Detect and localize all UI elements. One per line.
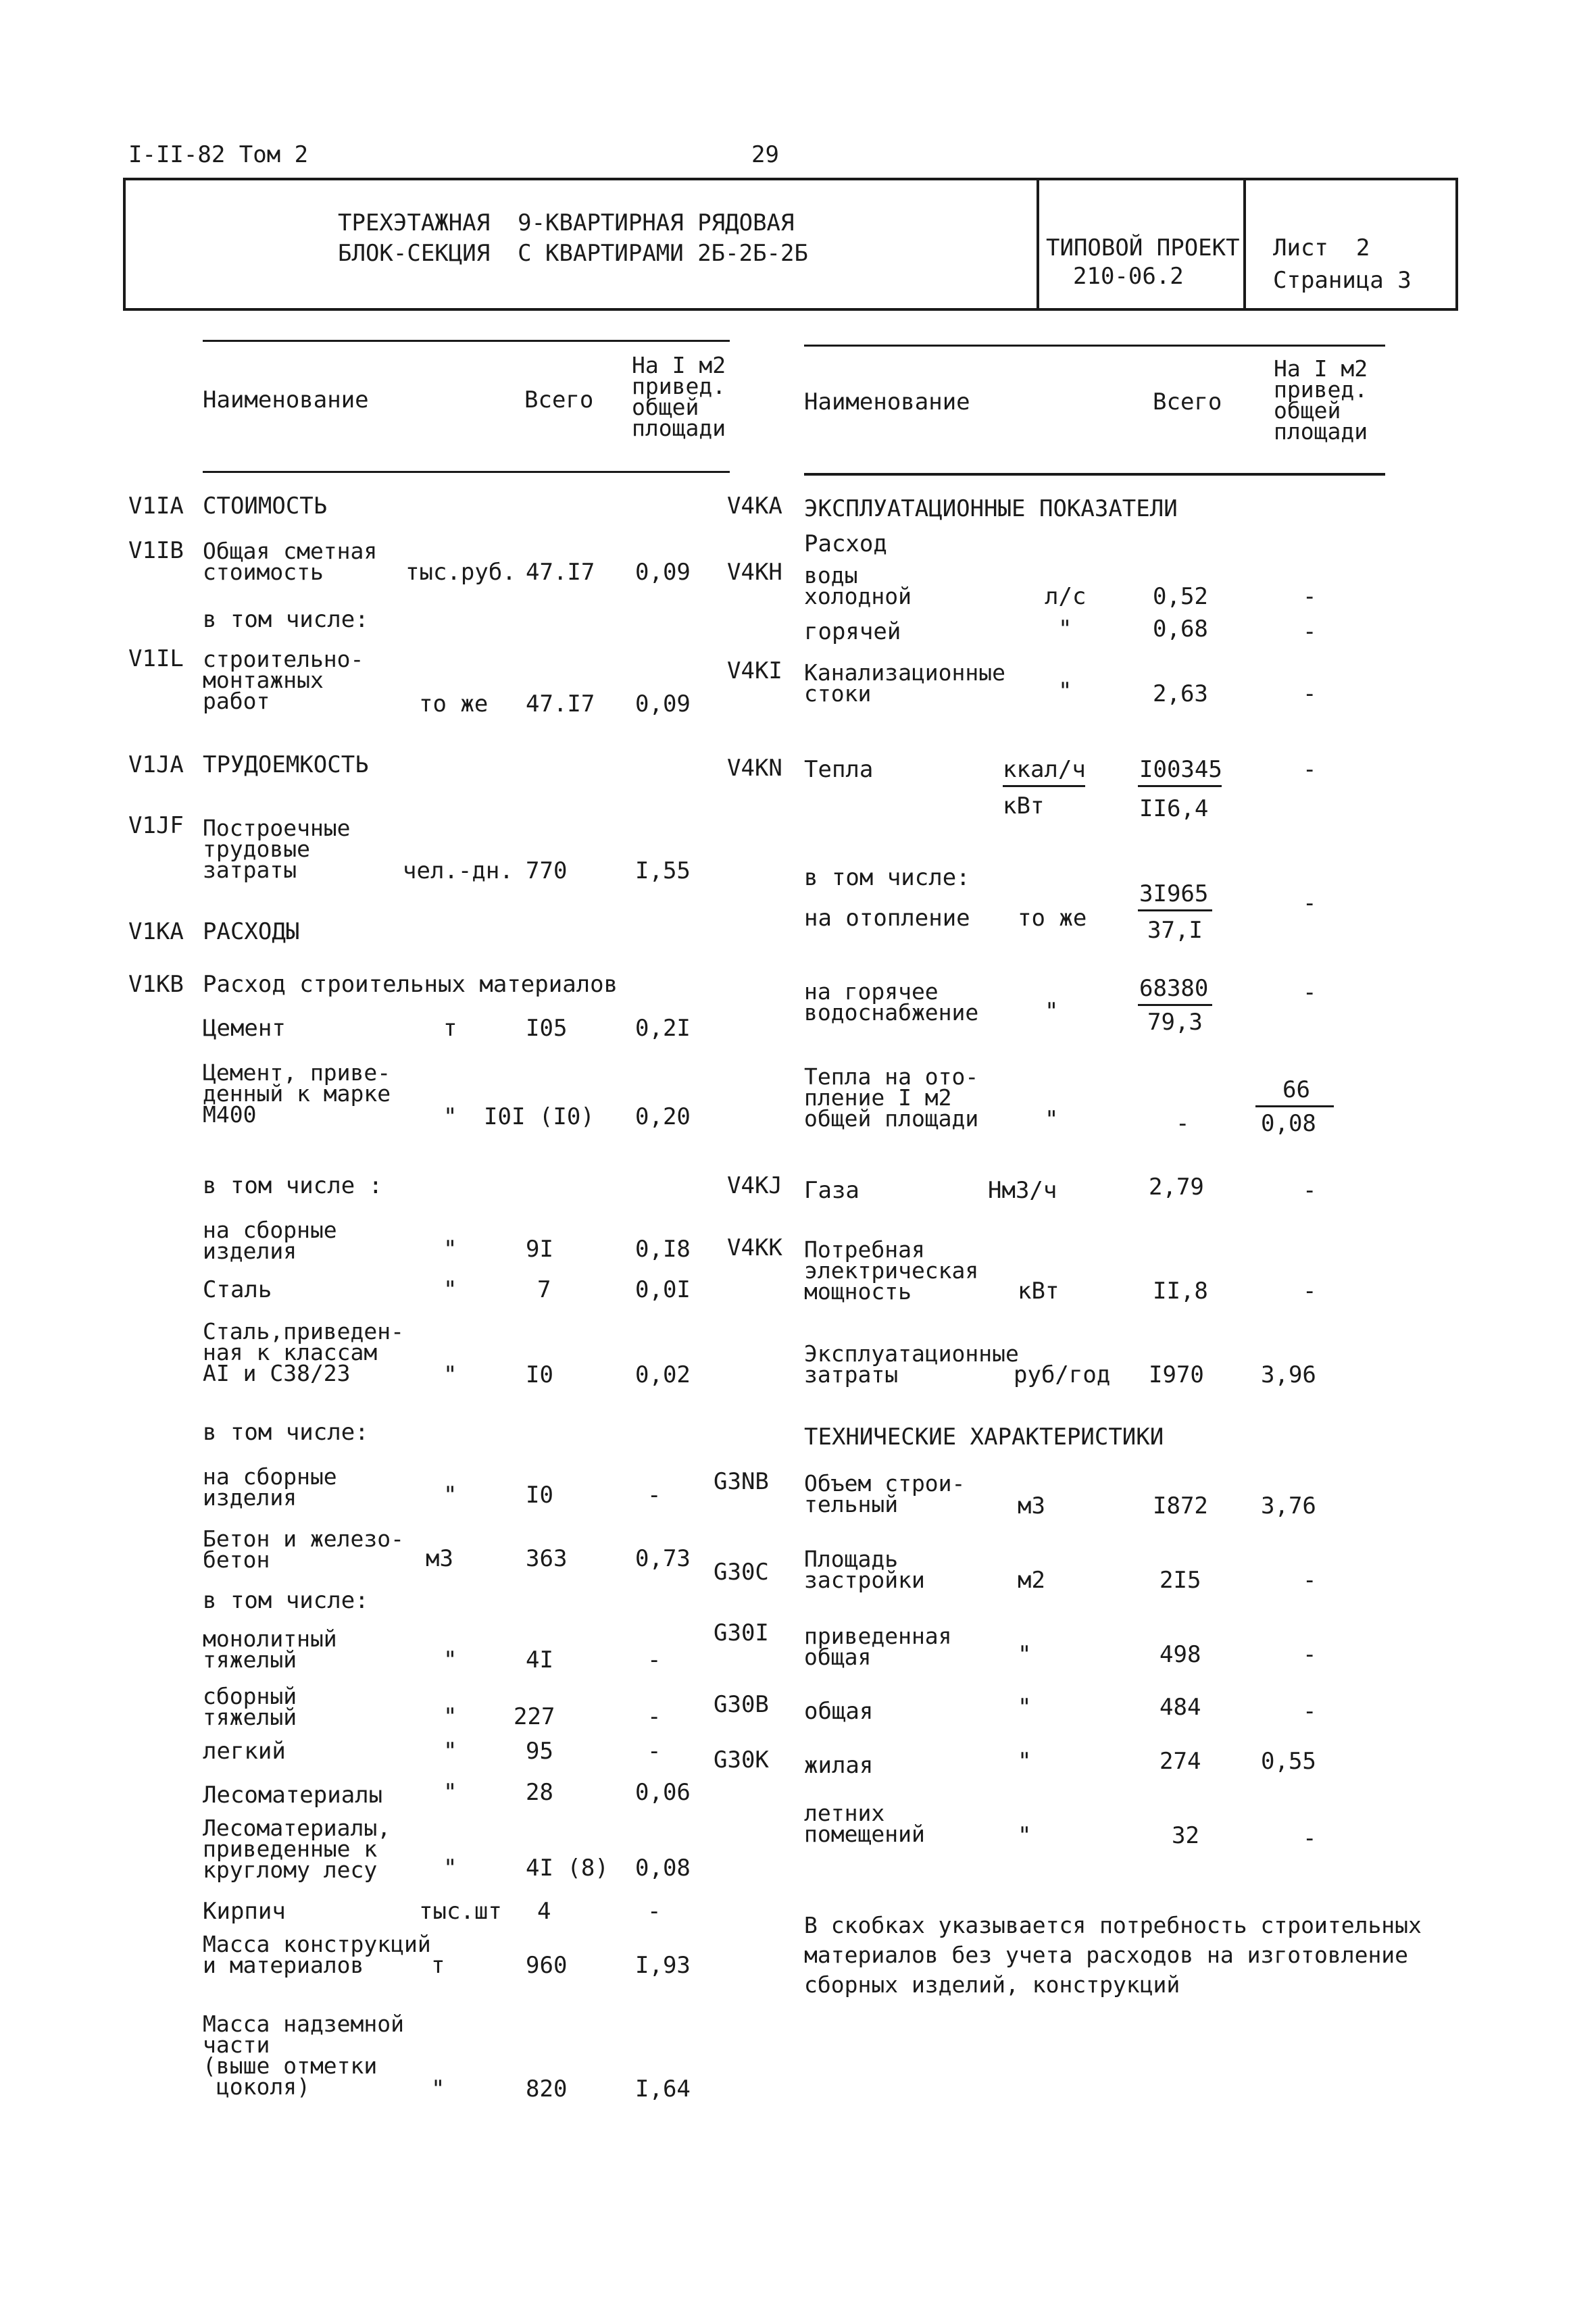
row-name: Расход — [804, 530, 887, 557]
row-total: 68380 — [1139, 975, 1209, 1002]
unit-fraction-bar — [1003, 785, 1085, 787]
row-unit: " — [1018, 1694, 1032, 1721]
row-total: 960 — [526, 1952, 568, 1979]
row-name: жилая — [804, 1752, 874, 1779]
row-per-m2-2: 0,08 — [1261, 1110, 1316, 1137]
row-name: Цемент — [203, 1015, 286, 1042]
row-code: V4KH — [727, 559, 782, 586]
row-per-m2: 0,2I — [635, 1015, 691, 1042]
row-total: 274 — [1159, 1748, 1201, 1775]
row-per-m2: 0,0I — [635, 1276, 691, 1303]
row-unit: " — [443, 1103, 457, 1130]
row-name: ТЕХНИЧЕСКИЕ ХАРАКТЕРИСТИКИ — [804, 1424, 1164, 1451]
row-per-m2: - — [1303, 756, 1317, 783]
row-per-m2: - — [1303, 618, 1317, 645]
row-name: Газа — [804, 1177, 859, 1204]
row-code: V1KA — [128, 918, 184, 945]
row-total: 7 — [537, 1276, 551, 1303]
row-code: V1JF — [128, 812, 184, 839]
row-name: в том числе: — [804, 864, 970, 891]
row-name: Расход строительных материалов — [203, 971, 618, 998]
row-per-m2: 0,09 — [635, 690, 691, 718]
right-header-bottom-rule — [804, 473, 1385, 476]
row-per-m2: 0,06 — [635, 1779, 691, 1806]
row-name: Общая сметная стоимость — [203, 538, 378, 585]
row-per-m2: - — [1303, 583, 1317, 610]
row-total: I00345 — [1139, 756, 1222, 783]
row-name: Тепла — [804, 756, 874, 783]
row-per-m2: 0,I8 — [635, 1236, 691, 1263]
row-name: Масса надземной части (выше отметки цоколя) — [203, 2011, 405, 2100]
page-number: 29 — [751, 141, 779, 168]
row-total: 9I — [526, 1236, 553, 1263]
right-header-total: Всего — [1153, 388, 1222, 416]
row-name: приведенная общая — [804, 1623, 952, 1670]
row-name: на горячее водоснабжение — [804, 978, 979, 1026]
row-name: Потребная электрическая мощность — [804, 1236, 979, 1305]
row-unit: то же — [419, 690, 489, 718]
row-unit: " — [1045, 1106, 1059, 1133]
right-header-per-m2: На I м2 привед. общей площади — [1274, 355, 1368, 445]
row-total: I05 — [526, 1015, 568, 1042]
row-per-m2: - — [1303, 1278, 1317, 1305]
row-name: Тепла на ото- пление I м2 общей площади — [804, 1063, 979, 1132]
row-per-m2: I,93 — [635, 1952, 691, 1979]
row-total-2: 37,I — [1147, 917, 1203, 944]
left-header-per-m2: На I м2 привед. общей площади — [632, 352, 726, 441]
row-total: 484 — [1159, 1694, 1201, 1721]
row-name: легкий — [203, 1738, 286, 1765]
row-per-m2: - — [1303, 1567, 1317, 1594]
row-per-m2: - — [647, 1898, 662, 1925]
row-unit: м3 — [426, 1545, 453, 1572]
row-unit: т — [443, 1015, 457, 1042]
row-total: 3I965 — [1139, 880, 1209, 907]
row-per-m2: 3,76 — [1261, 1492, 1316, 1519]
row-unit: " — [443, 1855, 457, 1882]
row-total: II,8 — [1153, 1278, 1208, 1305]
row-unit: кВт — [1018, 1278, 1059, 1305]
row-name: Построечные трудовые затраты — [203, 815, 351, 883]
row-name: летних помещений — [804, 1800, 925, 1847]
row-total: 227 — [514, 1703, 555, 1730]
row-total: 770 — [526, 857, 568, 884]
row-name: в том числе : — [203, 1172, 383, 1199]
title-divider-2 — [1243, 178, 1246, 311]
row-code: V4KJ — [727, 1172, 782, 1199]
row-total: I0 — [526, 1361, 553, 1388]
left-header-bottom-rule — [203, 471, 730, 473]
row-total: 4 — [537, 1898, 551, 1925]
row-name: строительно- монтажных работ — [203, 646, 364, 714]
row-name: ЭКСПЛУАТАЦИОННЫЕ ПОКАЗАТЕЛИ — [804, 495, 1178, 522]
row-unit: " — [1018, 1822, 1032, 1849]
row-code: G30B — [714, 1691, 769, 1718]
row-per-m2: 0,09 — [635, 559, 691, 586]
row-unit: " — [1018, 1748, 1032, 1775]
row-code: G30K — [714, 1746, 769, 1774]
project-label: ТИПОВОЙ ПРОЕКТ — [1046, 234, 1240, 261]
row-total: 498 — [1159, 1641, 1201, 1668]
row-unit: " — [1045, 998, 1059, 1025]
row-name: Лесоматериалы — [203, 1782, 383, 1809]
row-total: I0I (I0) — [484, 1103, 595, 1130]
row-total: 28 — [526, 1779, 553, 1806]
row-name: Масса конструкций и материалов — [203, 1931, 431, 1978]
row-name: Сталь,приведен- ная к классам AI и С38/23 — [203, 1318, 405, 1386]
row-per-m2: 0,20 — [635, 1103, 691, 1130]
row-per-m2: - — [647, 1703, 662, 1730]
row-name: монолитный тяжелый — [203, 1626, 337, 1673]
row-total: - — [1176, 1110, 1190, 1137]
total-fraction-bar — [1138, 1004, 1212, 1006]
row-total: 47.I7 — [526, 690, 595, 718]
row-unit: " — [1058, 678, 1072, 705]
right-header-top-rule — [804, 345, 1385, 347]
row-total: 2,79 — [1149, 1174, 1204, 1201]
total-fraction-bar — [1138, 909, 1212, 911]
row-unit: " — [1018, 1641, 1032, 1668]
row-code: V4KK — [727, 1234, 782, 1261]
row-total: 47.I7 — [526, 559, 595, 586]
row-per-m2: - — [1303, 1698, 1317, 1725]
row-name: на отопление — [804, 905, 970, 932]
row-name: РАСХОДЫ — [203, 918, 300, 945]
row-code: G30C — [714, 1559, 769, 1586]
row-unit: " — [443, 1236, 457, 1263]
row-code: V1IA — [128, 493, 184, 520]
row-unit: " — [443, 1482, 457, 1509]
row-unit: чел.-дн. — [403, 857, 514, 884]
row-total: 820 — [526, 2076, 568, 2103]
per-fraction-bar — [1255, 1105, 1334, 1107]
row-total: 4I (8) — [526, 1855, 609, 1882]
row-total: I0 — [526, 1482, 553, 1509]
left-header-top-rule — [203, 340, 730, 342]
row-unit: ккал/ч — [1003, 756, 1086, 783]
row-total-2: II6,4 — [1139, 795, 1209, 822]
row-code: V4KA — [727, 493, 782, 520]
row-name: горячей — [804, 618, 901, 645]
row-code: V1JA — [128, 751, 184, 778]
row-unit: м3 — [1018, 1492, 1045, 1519]
row-unit: " — [443, 1738, 457, 1765]
left-header-total: Всего — [524, 386, 594, 413]
row-total: I872 — [1153, 1492, 1208, 1519]
row-name: на сборные изделия — [203, 1217, 337, 1264]
row-unit: " — [1058, 615, 1072, 643]
row-total: 95 — [526, 1738, 553, 1765]
row-per-m2: - — [1303, 680, 1317, 707]
row-per-m2: - — [647, 1738, 662, 1765]
row-total: I970 — [1149, 1361, 1204, 1388]
row-unit: тыс.руб. — [405, 559, 516, 586]
title-line-1: ТРЕХЭТАЖНАЯ 9-КВАРТИРНАЯ РЯДОВАЯ — [338, 209, 795, 236]
row-name: Эксплуатационные затраты — [804, 1340, 1019, 1388]
total-fraction-bar — [1138, 785, 1222, 787]
doc-reference: I-II-82 Том 2 — [128, 141, 309, 168]
row-name: общая — [804, 1698, 874, 1725]
row-code: V1KB — [128, 971, 184, 998]
row-unit: тыс.шт — [419, 1898, 502, 1925]
row-name: в том числе: — [203, 1587, 369, 1614]
row-total-2: 79,3 — [1147, 1009, 1203, 1036]
row-per-m2: 0,73 — [635, 1545, 691, 1572]
row-name: воды холодной — [804, 562, 912, 609]
row-name: в том числе: — [203, 606, 369, 633]
row-unit: " — [443, 1646, 457, 1674]
row-name: Бетон и железо- бетон — [203, 1526, 405, 1573]
row-per-m2: 66 — [1282, 1076, 1310, 1103]
row-unit: " — [443, 1779, 457, 1806]
row-per-m2: - — [1303, 1825, 1317, 1852]
right-header-name: Наименование — [804, 388, 970, 416]
title-divider-1 — [1037, 178, 1039, 311]
row-total: 2I5 — [1159, 1567, 1201, 1594]
row-name: Площадь застройки — [804, 1546, 925, 1593]
row-code: G30I — [714, 1619, 769, 1646]
left-header-name: Наименование — [203, 386, 369, 413]
row-per-m2: 0,55 — [1261, 1748, 1316, 1775]
row-name: Кирпич — [203, 1898, 286, 1925]
row-total: 32 — [1172, 1822, 1199, 1849]
row-per-m2: 0,08 — [635, 1855, 691, 1882]
sheet-number: Лист 2 — [1273, 234, 1370, 261]
row-unit: " — [431, 2076, 445, 2103]
row-per-m2: - — [647, 1482, 662, 1509]
page-of-section: Страница 3 — [1273, 267, 1412, 294]
row-per-m2: - — [1303, 1641, 1317, 1668]
row-name: СТОИМОСТЬ — [203, 493, 328, 520]
row-name: Объем строи- тельный — [804, 1470, 966, 1517]
row-per-m2: I,55 — [635, 857, 691, 884]
row-name: Сталь — [203, 1276, 272, 1303]
row-per-m2: 0,02 — [635, 1361, 691, 1388]
row-code: V4KN — [727, 755, 782, 782]
row-total: 0,52 — [1153, 583, 1208, 610]
footnote: В скобках указывается потребность строительных материалов без учета расходов на изготовление сборных изделий, конструкций — [804, 1912, 1422, 1998]
row-unit-2: кВт — [1003, 793, 1045, 820]
row-unit: " — [443, 1703, 457, 1730]
row-unit: м2 — [1018, 1567, 1045, 1594]
row-code: G3NB — [714, 1468, 769, 1495]
row-per-m2: I,64 — [635, 2076, 691, 2103]
row-name: Цемент, приве- денный к марке М400 — [203, 1059, 391, 1128]
row-total: 363 — [526, 1545, 568, 1572]
title-line-2: БЛОК-СЕКЦИЯ С КВАРТИРАМИ 2Б-2Б-2Б — [338, 240, 808, 267]
row-unit: " — [443, 1361, 457, 1388]
row-total: 2,63 — [1153, 680, 1208, 707]
row-code: V1IL — [128, 645, 184, 672]
row-name: в том числе: — [203, 1419, 369, 1446]
row-name: ТРУДОЕМКОСТЬ — [203, 751, 369, 778]
project-code: 210-06.2 — [1073, 263, 1184, 290]
row-name: Лесоматериалы, приведенные к круглому лесу — [203, 1815, 391, 1883]
row-name: Канализационные стоки — [804, 659, 1006, 707]
row-per-m2: 3,96 — [1261, 1361, 1316, 1388]
row-code: V1IB — [128, 537, 184, 564]
row-code: V4KI — [727, 657, 782, 684]
row-unit: т — [431, 1952, 445, 1979]
row-per-m2: - — [1303, 890, 1317, 917]
row-unit: руб/год — [1014, 1361, 1111, 1388]
row-per-m2: - — [647, 1646, 662, 1674]
row-unit: " — [443, 1276, 457, 1303]
row-unit: то же — [1018, 905, 1087, 932]
row-total: 4I — [526, 1646, 553, 1674]
row-unit: Нм3/ч — [988, 1177, 1057, 1204]
row-unit: л/с — [1045, 583, 1087, 610]
row-name: на сборные изделия — [203, 1463, 337, 1511]
row-per-m2: - — [1303, 979, 1317, 1006]
row-per-m2: - — [1303, 1177, 1317, 1204]
row-name: сборный тяжелый — [203, 1683, 297, 1730]
row-total: 0,68 — [1153, 615, 1208, 643]
